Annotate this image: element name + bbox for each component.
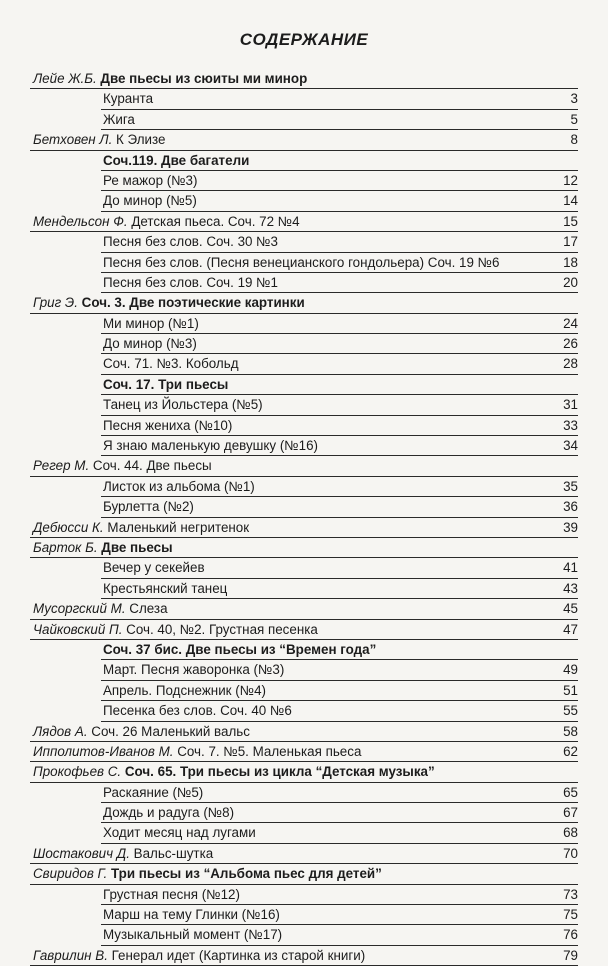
page-number: 45 [563, 601, 578, 617]
page-number: 28 [563, 356, 578, 372]
toc-entry [0, 722, 608, 742]
page-title: СОДЕРЖАНИЕ [239, 30, 369, 49]
toc-entry-text [103, 825, 259, 840]
page-number: 8 [570, 132, 578, 148]
toc-entry-text [103, 275, 281, 290]
toc-entry-text [33, 540, 176, 555]
page-number: 3 [570, 91, 578, 107]
piece-title: Песня без слов. Соч. 19 №1 [103, 274, 278, 290]
toc-entry-text [33, 744, 364, 759]
piece-title: Соч. 40, №2. Грустная песенка [126, 621, 318, 637]
composer-name: Ипполитов-Иванов М. [33, 743, 174, 759]
piece-title: Детская пьеса. Соч. 72 №4 [131, 213, 300, 229]
piece-title: Маленький негритенок [107, 519, 250, 535]
toc-entry [0, 110, 608, 130]
toc-entry [0, 803, 608, 823]
page-number: 36 [563, 499, 578, 515]
toc-entry [0, 681, 608, 701]
page-number: 70 [563, 845, 578, 861]
composer-name: Прокофьев С. [33, 764, 122, 780]
piece-title: Март. Песня жаворонка (№3) [103, 662, 285, 678]
toc-entry [0, 660, 608, 680]
piece-title: Куранта [103, 91, 154, 107]
page-number: 55 [563, 703, 578, 719]
toc-entry-text [33, 846, 216, 861]
toc-entry-text [33, 214, 303, 229]
toc-entry-text [103, 581, 230, 596]
toc-entry [0, 783, 608, 803]
page-number: 14 [563, 193, 578, 209]
toc-entry-text [103, 785, 206, 800]
piece-title: Соч. 65. Три пьесы из цикла “Детская музыка” [124, 764, 435, 780]
toc-entry [0, 89, 608, 109]
piece-title: Песня жениха (№10) [103, 417, 233, 433]
piece-title: Две пьесы из сюиты ми минор [100, 71, 308, 86]
composer-name: Гаврилин В. [33, 947, 108, 963]
toc-entry [0, 232, 608, 252]
piece-title: Песня без слов. (Песня венецианского гондольера) Соч. 19 №6 [103, 254, 500, 270]
piece-title: Я знаю маленькую девушку (№16) [103, 438, 319, 454]
piece-title: Дождь и радуга (№8) [103, 805, 235, 821]
toc-entry-text [33, 520, 252, 535]
toc-entry [0, 905, 608, 925]
piece-title: Грустная песня (№12) [103, 886, 240, 902]
toc-entry-text [103, 173, 200, 188]
toc-entry [0, 844, 608, 864]
toc-entry [0, 497, 608, 517]
toc-entry-text [33, 71, 310, 86]
page-number: 79 [563, 947, 578, 963]
toc-entry-text [103, 703, 295, 718]
composer-name: Свиридов Г. [33, 866, 108, 882]
page-number: 43 [563, 580, 578, 596]
toc-entry [0, 864, 608, 884]
page-number: 65 [563, 784, 578, 800]
toc-entry [0, 212, 608, 232]
piece-title: Генерал идет (Картинка из старой книги) [111, 947, 366, 963]
page-number: 47 [563, 621, 578, 637]
toc-entry [0, 456, 608, 476]
composer-name: Барток Б. [33, 539, 98, 555]
piece-title: До минор (№3) [103, 336, 197, 352]
toc-entry [0, 151, 608, 171]
toc-entry [0, 946, 608, 966]
toc-entry-text [33, 601, 171, 616]
page-number: 34 [563, 438, 578, 454]
piece-title: Ре мажор (№3) [103, 172, 198, 188]
toc-entry [0, 354, 608, 374]
piece-title: Раскаяние (№5) [103, 784, 204, 800]
page-number: 33 [563, 417, 578, 433]
piece-title: Слеза [129, 601, 168, 617]
page-number: 18 [563, 254, 578, 270]
toc-entry-text [33, 132, 168, 147]
toc-entry [0, 69, 608, 89]
toc-entry-text [103, 805, 237, 820]
piece-title: Соч. 17. Три пьесы [103, 376, 229, 392]
toc-entry [0, 314, 608, 334]
page-number: 35 [563, 478, 578, 494]
toc-entry-text [103, 642, 379, 657]
composer-name: Мусоргский М. [33, 601, 126, 617]
page-number: 62 [563, 743, 578, 759]
toc-entry-text [103, 153, 252, 168]
page-number: 68 [563, 825, 578, 841]
page-number: 49 [563, 662, 578, 678]
toc-entry [0, 253, 608, 273]
composer-name: Бетховен Л. [33, 132, 113, 148]
page-number: 76 [563, 927, 578, 943]
toc-entry-text [103, 907, 283, 922]
toc-entry-text [103, 438, 321, 453]
toc-entry [0, 640, 608, 660]
piece-title: Крестьянский танец [103, 580, 228, 596]
piece-title: Соч. 37 бис. Две пьесы из “Времен года” [103, 641, 377, 657]
toc-entry [0, 620, 608, 640]
piece-title: Ходит месяц над лугами [103, 825, 256, 841]
piece-title: Три пьесы из “Альбома пьес для детей” [110, 866, 382, 882]
toc-entry [0, 885, 608, 905]
piece-title: Соч. 71. №3. Кобольд [103, 356, 239, 372]
piece-title: Песня без слов. Соч. 30 №3 [103, 234, 278, 250]
toc-entry-text [33, 764, 438, 779]
toc-entry-text [103, 499, 197, 514]
page-number: 73 [563, 886, 578, 902]
toc-entry [0, 925, 608, 945]
toc-entry [0, 273, 608, 293]
toc-entry [0, 293, 608, 313]
toc-entry-text [103, 927, 285, 942]
piece-title: К Элизе [116, 132, 166, 148]
piece-title: Соч.119. Две багатели [103, 152, 250, 168]
toc-entry [0, 579, 608, 599]
toc-entry-text [33, 866, 385, 881]
composer-name: Григ Э. [33, 295, 78, 311]
piece-title: Соч. 7. №5. Маленькая пьеса [177, 743, 362, 759]
toc-entry [0, 436, 608, 456]
toc-entry [0, 599, 608, 619]
page-number: 17 [563, 234, 578, 250]
page-number: 31 [563, 397, 578, 413]
piece-title: Танец из Йольстера (№5) [103, 397, 263, 413]
toc-entry [0, 171, 608, 191]
table-of-contents [0, 69, 608, 966]
piece-title: Соч. 3. Две поэтические картинки [81, 295, 305, 311]
toc-entry [0, 701, 608, 721]
composer-name: Регер М. [33, 458, 90, 474]
page-number: 67 [563, 805, 578, 821]
toc-entry-text [103, 255, 502, 270]
toc-entry-text [33, 458, 215, 473]
page-number: 39 [563, 519, 578, 535]
toc-entry-text [103, 560, 208, 575]
toc-entry-text [103, 316, 202, 331]
toc-entry [0, 395, 608, 415]
page-number: 58 [563, 723, 578, 739]
page-number: 41 [563, 560, 578, 576]
page-number: 20 [563, 274, 578, 290]
toc-entry [0, 477, 608, 497]
toc-entry-text [103, 377, 231, 392]
page-number: 5 [570, 111, 578, 127]
composer-name: Лейе Ж.Б. [33, 71, 97, 86]
toc-entry [0, 538, 608, 558]
toc-entry [0, 334, 608, 354]
piece-title: Апрель. Подснежник (№4) [103, 682, 266, 698]
page-number: 15 [563, 213, 578, 229]
toc-entry-text [103, 887, 243, 902]
piece-title: Песенка без слов. Соч. 40 №6 [103, 703, 292, 719]
toc-entry [0, 823, 608, 843]
toc-entry-text [33, 622, 321, 637]
page-number: 12 [563, 172, 578, 188]
toc-entry-text [103, 336, 200, 351]
toc-entry-text [103, 112, 138, 127]
toc-entry [0, 742, 608, 762]
toc-entry [0, 518, 608, 538]
piece-title: Соч. 44. Две пьесы [92, 458, 212, 474]
toc-entry-text [33, 948, 368, 963]
toc-entry [0, 762, 608, 782]
toc-entry-text [103, 683, 269, 698]
piece-title: Вальс-шутка [133, 845, 214, 861]
piece-title: Две пьесы [101, 539, 173, 555]
page-number: 26 [563, 336, 578, 352]
composer-name: Лядов А. [33, 723, 88, 739]
toc-entry-text [103, 479, 258, 494]
toc-entry [0, 191, 608, 211]
toc-entry-text [103, 356, 242, 371]
toc-entry-text [33, 295, 308, 310]
toc-entry-text [103, 91, 156, 106]
composer-name: Чайковский П. [33, 621, 123, 637]
page-number: 24 [563, 315, 578, 331]
composer-name: Мендельсон Ф. [33, 213, 128, 229]
toc-entry [0, 416, 608, 436]
toc-entry [0, 375, 608, 395]
piece-title: Вечер у секейев [103, 560, 205, 576]
piece-title: Бурлетта (№2) [103, 499, 194, 515]
composer-name: Шостакович Д. [33, 845, 130, 861]
composer-name: Дебюсси К. [33, 519, 104, 535]
page-number: 51 [563, 682, 578, 698]
piece-title: Музыкальный момент (№17) [103, 927, 283, 943]
toc-entry-text [33, 724, 253, 739]
piece-title: Соч. 26 Маленький вальс [91, 723, 250, 739]
piece-title: Марш на тему Глинки (№16) [103, 907, 280, 923]
toc-entry-text [103, 397, 266, 412]
toc-entry [0, 558, 608, 578]
piece-title: Ми минор (№1) [103, 315, 199, 331]
toc-entry-text [103, 193, 200, 208]
piece-title: Листок из альбома (№1) [103, 478, 255, 494]
toc-entry-text [103, 662, 287, 677]
piece-title: До минор (№5) [103, 193, 197, 209]
piece-title: Жига [103, 111, 135, 127]
toc-entry-text [103, 234, 281, 249]
toc-entry [0, 130, 608, 150]
page-number: 75 [563, 907, 578, 923]
toc-entry-text [103, 418, 235, 433]
